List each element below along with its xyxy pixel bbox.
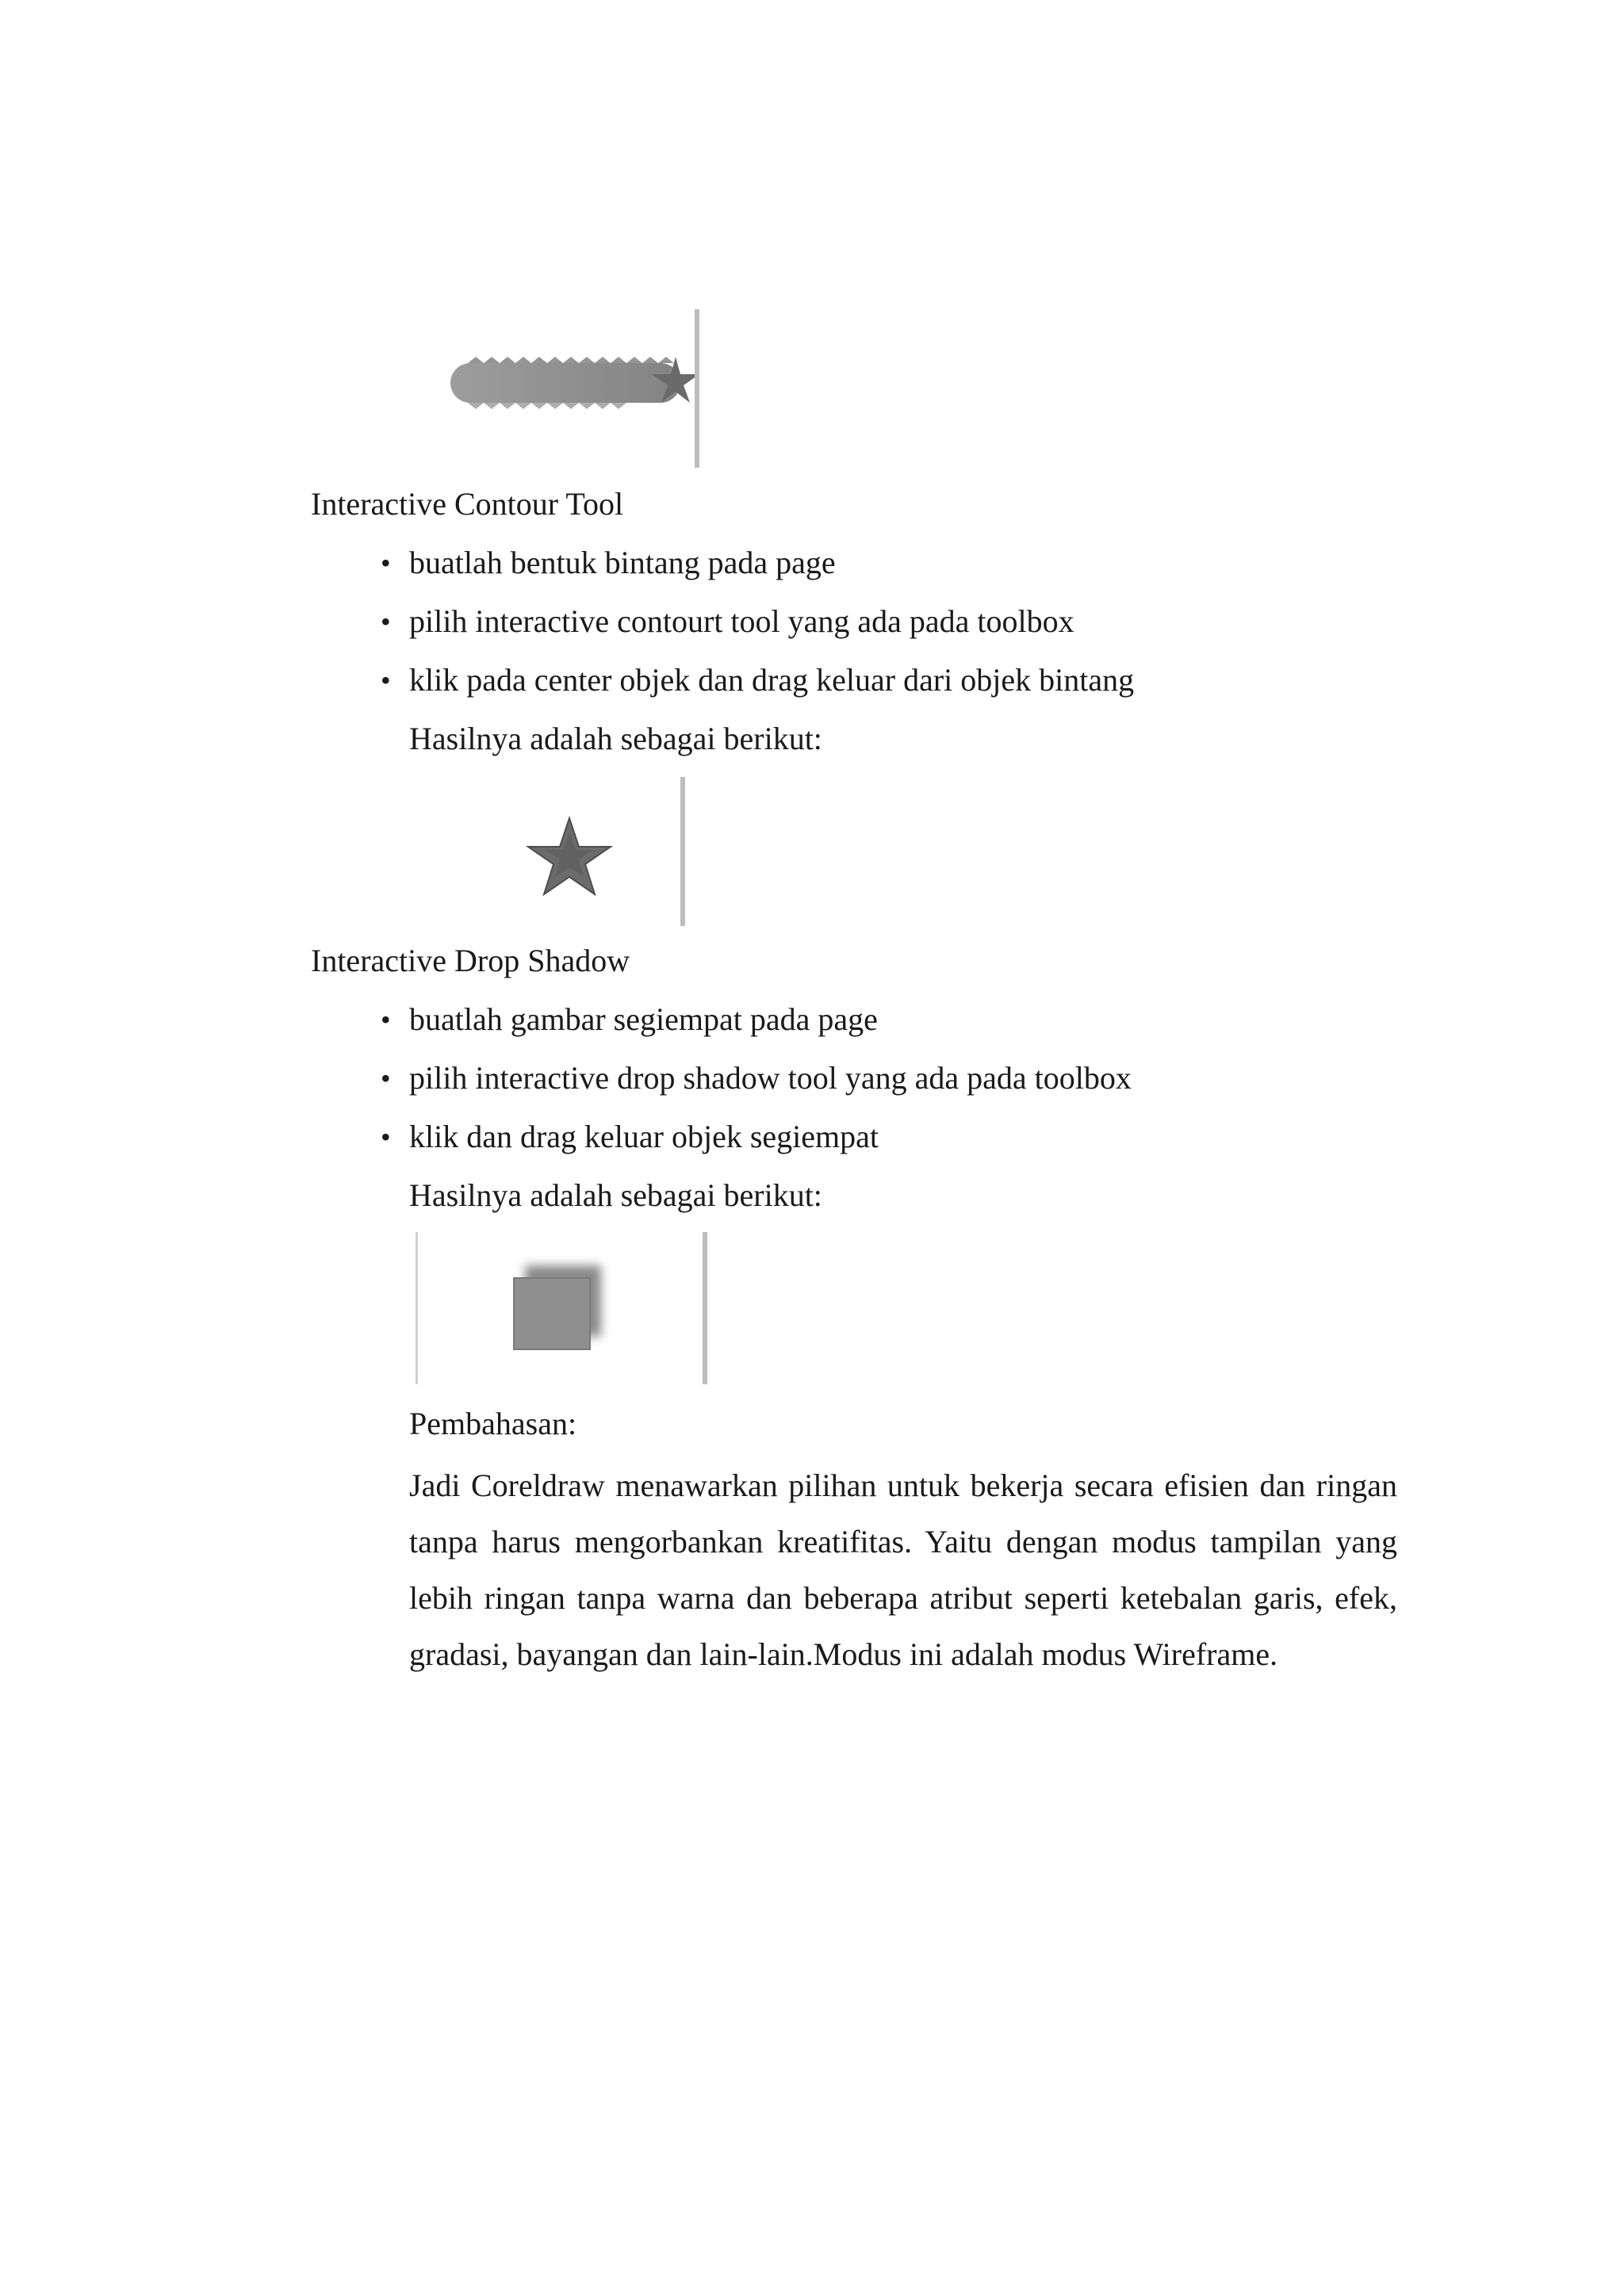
step-text: klik pada center objek dan drag keluar dari objek bintang [409,662,1135,698]
bullet-dot-icon: • [381,1004,391,1035]
list-item [381,1001,1132,1059]
frame-left-line [416,1232,418,1384]
step-text: pilih interactive drop shadow tool yang ada pada toolbox [409,1060,1132,1096]
step-text: pilih interactive contourt tool yang ada pada toolbox [409,603,1074,639]
step-text: buatlah bentuk bintang pada page [409,545,836,580]
step-text: klik dan drag keluar objek segiempat [409,1119,879,1154]
list-item [381,1059,1132,1118]
blend-trail [450,357,680,409]
bullet-dot-icon: • [381,606,391,637]
result-caption-contour: Hasilnya adalah sebagai berikut: [409,721,822,756]
drop-shadow-figure [412,1230,714,1386]
drop-shadow-steps-list [381,1001,1132,1177]
bullet-dot-icon: • [381,547,391,579]
list-item [381,661,1134,720]
section-heading-drop-shadow: Interactive Drop Shadow [311,943,630,978]
square-shape [514,1278,590,1349]
blend-star-figure [444,308,714,470]
section-heading-contour: Interactive Contour Tool [311,486,624,522]
figure-divider [695,309,699,468]
step-text: buatlah gambar segiempat pada page [409,1001,878,1037]
bullet-dot-icon: • [381,1121,391,1153]
discussion-paragraph: Jadi Coreldraw menawarkan pilihan untuk bekerja secara efisien dan ringan tanpa harus mengorbankan kreatifitas. Yaitu dengan modus tampilan yang lebih ringan tanpa warna dan beberapa atribut seperti ketebalan garis, efek, gradasi, bayangan dan lain-lain.Modus ini adalah modus Wireframe. [409,1468,1397,1672]
contour-star-figure [515,777,698,928]
bullet-dot-icon: • [381,664,391,696]
list-item [381,603,1134,661]
list-item [381,1118,1132,1177]
figure-divider [703,1232,707,1384]
result-caption-drop-shadow: Hasilnya adalah sebagai berikut: [409,1177,822,1213]
list-item [381,544,1134,603]
discussion-title: Pembahasan: [409,1406,577,1441]
bullet-dot-icon: • [381,1062,391,1094]
figure-divider [680,777,685,926]
contour-steps-list [381,544,1134,720]
